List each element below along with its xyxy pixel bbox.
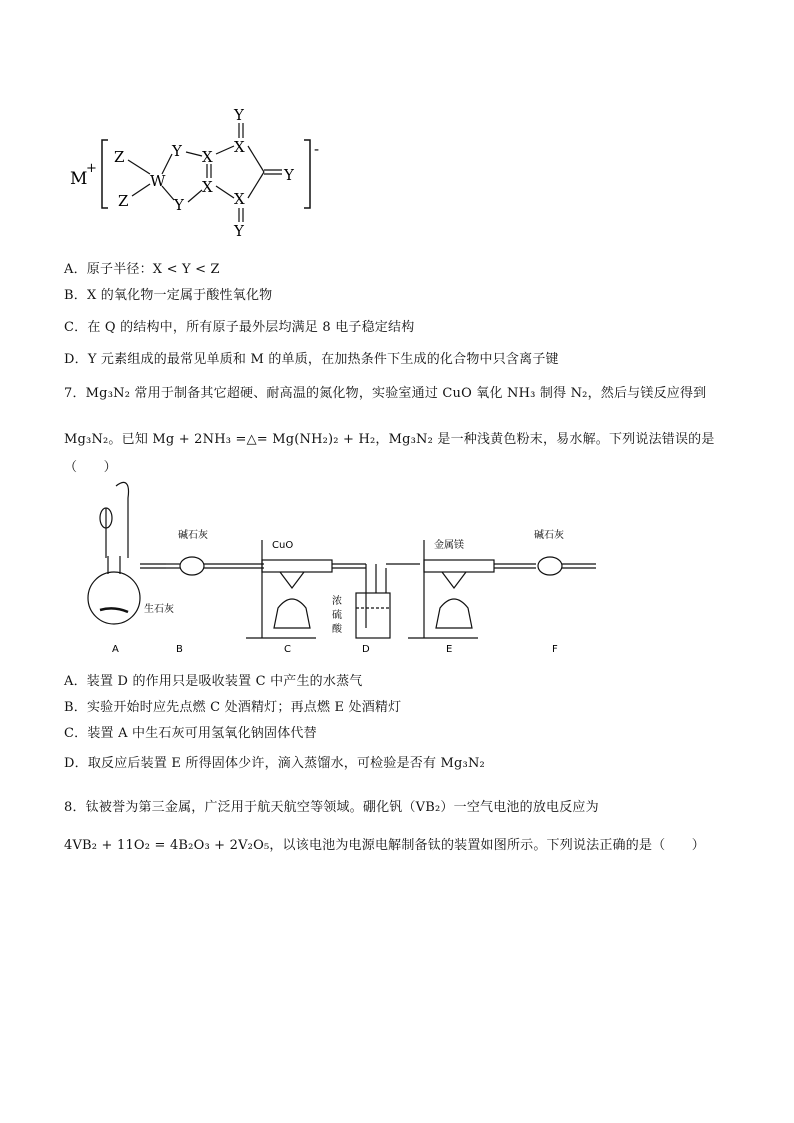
- apparatus-e: [408, 540, 536, 638]
- atom-w: W: [150, 172, 166, 190]
- q7-stem-line3: （ ）: [64, 460, 117, 475]
- apparatus-f: [538, 557, 596, 575]
- label-f: F: [552, 644, 558, 655]
- apparatus-figure: [86, 478, 606, 658]
- atom-y-bottom: Y: [234, 222, 244, 240]
- apparatus-a: [88, 482, 166, 624]
- q7-option-a: A．装置 D 的作用只是吸收装置 C 中产生的水蒸气: [64, 674, 363, 689]
- q6-option-c: C．在 Q 的结构中，所有原子最外层均满足 8 电子稳定结构: [64, 320, 415, 335]
- atom-y2: Y: [174, 196, 184, 214]
- atom-x3: X: [234, 138, 245, 156]
- atom-x2: X: [202, 178, 213, 196]
- label-soda-lime-1: 碱石灰: [178, 530, 208, 541]
- label-cuo: CuO: [272, 540, 294, 551]
- label-quicklime: 生石灰: [144, 604, 174, 615]
- q7-option-d: D．取反应后装置 E 所得固体少许，滴入蒸馏水，可检验是否有 Mg₃N₂: [64, 756, 485, 771]
- q7-option-b: B．实验开始时应先点燃 C 处酒精灯；再点燃 E 处酒精灯: [64, 700, 402, 715]
- anion-charge: -: [314, 140, 320, 158]
- label-b: B: [176, 644, 183, 655]
- label-acid-2: 硫: [332, 610, 342, 621]
- label-soda-lime-2: 碱石灰: [534, 530, 564, 541]
- left-bracket: [102, 140, 108, 208]
- right-bracket: [304, 140, 310, 208]
- q8-stem-line2: 4VB₂ + 11O₂ = 4B₂O₃ + 2V₂O₅，以该电池为电源电解制备钛的装置如图所示。下列说法正确的是（ ）: [64, 838, 705, 853]
- q6-option-d: D．Y 元素组成的最常见单质和 M 的单质，在加热条件下生成的化合物中只含离子键: [64, 352, 559, 367]
- label-c: C: [284, 644, 291, 655]
- q6-option-a: A．原子半径：X < Y < Z: [64, 262, 220, 277]
- apparatus-c: [246, 540, 366, 638]
- q8-stem-line1: 8．钛被誉为第三金属，广泛用于航天航空等领域。硼化钒（VB₂）一空气电池的放电反应为: [64, 800, 599, 815]
- atom-z1: Z: [114, 148, 125, 166]
- q7-stem-line2: Mg₃N₂。已知 Mg + 2NH₃ =△= Mg(NH₂)₂ + H₂，Mg₃N₂ 是一种浅黄色粉末，易水解。下列说法错误的是: [64, 432, 715, 447]
- label-e: E: [446, 644, 453, 655]
- apparatus-d: [356, 564, 420, 638]
- atom-y-right: Y: [284, 166, 294, 184]
- structure-diagram: [64, 100, 344, 250]
- q7-option-c: C．装置 A 中生石灰可用氢氧化钠固体代替: [64, 726, 317, 741]
- q7-stem-line1: 7．Mg₃N₂ 常用于制备其它超硬、耐高温的氮化物，实验室通过 CuO 氧化 NH₃ 制得 N₂，然后与镁反应得到: [64, 386, 707, 401]
- label-a: A: [112, 644, 119, 655]
- apparatus-b: [166, 557, 264, 575]
- label-d: D: [362, 644, 370, 655]
- atom-z2: Z: [118, 192, 129, 210]
- cation-label: M: [70, 169, 88, 189]
- atom-y-top: Y: [234, 106, 244, 124]
- label-acid-3: 酸: [332, 624, 342, 635]
- atom-x4: X: [234, 190, 245, 208]
- cation-charge: +: [86, 161, 97, 176]
- atom-y1: Y: [172, 142, 182, 160]
- q6-option-b: B．X 的氧化物一定属于酸性氧化物: [64, 288, 273, 303]
- label-magnesium: 金属镁: [434, 540, 464, 551]
- atom-x1: X: [202, 148, 213, 166]
- label-acid-1: 浓: [332, 596, 342, 607]
